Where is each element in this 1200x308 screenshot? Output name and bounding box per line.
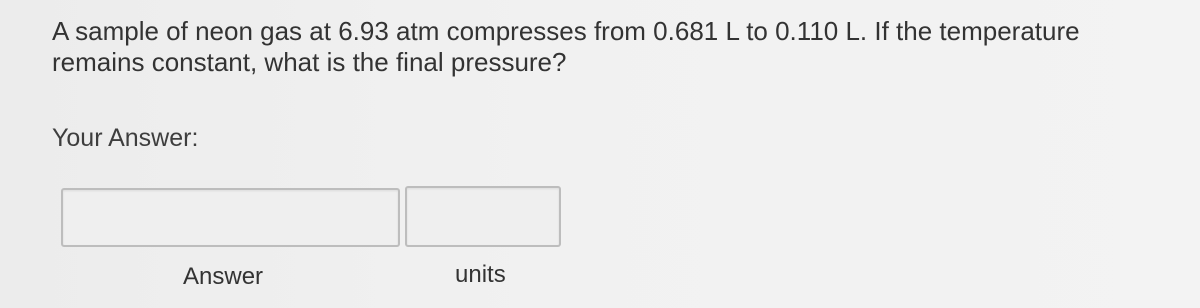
question-text: A sample of neon gas at 6.93 atm compresses from 0.681 L to 0.110 L. If the temperature remains constant, what is the final pressure? [52, 16, 1080, 77]
your-answer-heading: Your Answer: [52, 124, 199, 152]
answer-input[interactable] [61, 188, 400, 247]
answer-field-label: Answer [183, 263, 264, 290]
units-field-label: units [455, 261, 506, 288]
units-input[interactable] [405, 186, 561, 247]
